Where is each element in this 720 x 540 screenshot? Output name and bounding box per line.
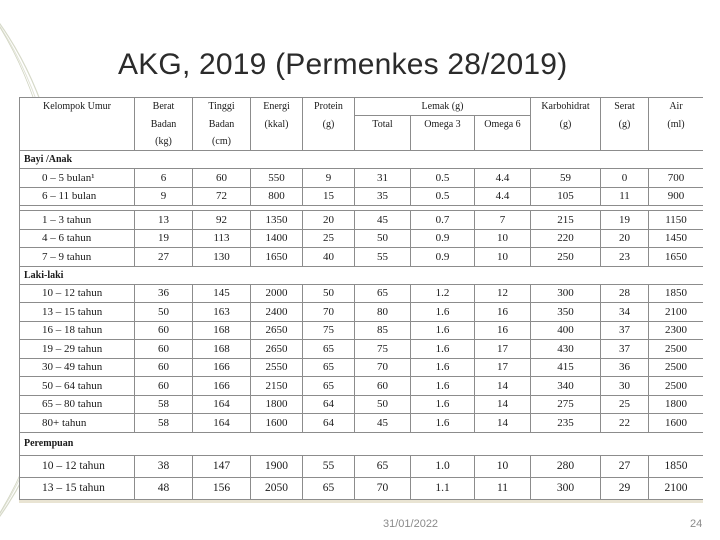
cell-age: 1 – 3 tahun (20, 211, 135, 230)
cell-serat: 34 (601, 303, 649, 322)
cell-air: 2100 (649, 477, 704, 499)
rows-laki (20, 284, 704, 432)
cell-omega3: 1.6 (411, 377, 475, 396)
cell-berat: 27 (135, 248, 193, 267)
cell-omega3: 0.9 (411, 229, 475, 248)
cell-omega3: 1.6 (411, 340, 475, 359)
cell-omega6: 4.4 (475, 169, 531, 188)
cell-omega3: 1.2 (411, 284, 475, 303)
cell-air: 2100 (649, 303, 704, 322)
cell-omega3: 0.5 (411, 169, 475, 188)
cell-protein: 40 (303, 248, 355, 267)
header-air-2: (ml) (649, 116, 704, 134)
cell-omega6: 4.4 (475, 187, 531, 206)
cell-karbo: 275 (531, 395, 601, 414)
cell-omega3: 1.6 (411, 414, 475, 433)
cell-tinggi: 147 (193, 455, 251, 477)
cell-air: 1600 (649, 414, 704, 433)
cell-protein: 64 (303, 395, 355, 414)
cell-omega3: 1.0 (411, 455, 475, 477)
cell-age: 7 – 9 tahun (20, 248, 135, 267)
cell-serat: 36 (601, 358, 649, 377)
cell-karbo: 215 (531, 211, 601, 230)
cell-protein: 65 (303, 340, 355, 359)
cell-karbo: 250 (531, 248, 601, 267)
cell-omega6: 16 (475, 303, 531, 322)
cell-protein: 50 (303, 284, 355, 303)
header-berat-3: (kg) (135, 133, 193, 151)
cell-age: 6 – 11 bulan (20, 187, 135, 206)
cell-energi: 1400 (251, 229, 303, 248)
header-row-1 (20, 98, 704, 116)
table-row (20, 303, 704, 322)
cell-energi: 2000 (251, 284, 303, 303)
cell-air: 900 (649, 187, 704, 206)
cell-serat: 37 (601, 340, 649, 359)
cell-serat: 27 (601, 455, 649, 477)
group-label-bayi: Bayi /Anak (20, 151, 704, 169)
cell-serat: 19 (601, 211, 649, 230)
cell-age: 65 – 80 tahun (20, 395, 135, 414)
cell-age: 19 – 29 tahun (20, 340, 135, 359)
cell-serat: 37 (601, 321, 649, 340)
cell-air: 1650 (649, 248, 704, 267)
cell-berat: 48 (135, 477, 193, 499)
cell-age: 16 – 18 tahun (20, 321, 135, 340)
cell-omega6: 10 (475, 229, 531, 248)
cell-age: 13 – 15 tahun (20, 477, 135, 499)
cell-air: 1150 (649, 211, 704, 230)
cell-omega6: 10 (475, 455, 531, 477)
group-label-laki: Laki-laki (20, 266, 704, 284)
cell-lemak-total: 70 (355, 477, 411, 499)
cell-lemak-total: 45 (355, 414, 411, 433)
cell-tinggi: 130 (193, 248, 251, 267)
cell-protein: 25 (303, 229, 355, 248)
cell-tinggi: 163 (193, 303, 251, 322)
header-row-2 (20, 116, 704, 134)
cell-omega6: 11 (475, 477, 531, 499)
cell-karbo: 105 (531, 187, 601, 206)
cell-protein: 64 (303, 414, 355, 433)
cell-omega3: 0.9 (411, 248, 475, 267)
cell-age: 4 – 6 tahun (20, 229, 135, 248)
cell-berat: 58 (135, 414, 193, 433)
cell-energi: 2150 (251, 377, 303, 396)
cell-energi: 1650 (251, 248, 303, 267)
cell-lemak-total: 35 (355, 187, 411, 206)
table-row (20, 358, 704, 377)
table-row (20, 477, 704, 499)
table-row (20, 169, 704, 188)
header-lemak-omega6: Omega 6 (475, 116, 531, 134)
cell-karbo: 340 (531, 377, 601, 396)
cell-energi: 2650 (251, 340, 303, 359)
cell-age: 0 – 5 bulan¹ (20, 169, 135, 188)
cell-lemak-total: 65 (355, 455, 411, 477)
group-row-bayi (20, 151, 704, 169)
cell-omega6: 16 (475, 321, 531, 340)
cell-tinggi: 164 (193, 395, 251, 414)
cell-protein: 65 (303, 358, 355, 377)
cell-karbo: 235 (531, 414, 601, 433)
cell-energi: 2400 (251, 303, 303, 322)
cell-age: 80+ tahun (20, 414, 135, 433)
header-serat-2: (g) (601, 116, 649, 134)
cell-omega6: 12 (475, 284, 531, 303)
cell-omega6: 17 (475, 358, 531, 377)
header-lemak: Lemak (g) (355, 98, 531, 116)
cell-serat: 0 (601, 169, 649, 188)
akg-table (19, 97, 703, 500)
header-berat-2: Badan (135, 116, 193, 134)
cell-energi: 800 (251, 187, 303, 206)
cell-protein: 9 (303, 169, 355, 188)
cell-tinggi: 164 (193, 414, 251, 433)
cell-berat: 19 (135, 229, 193, 248)
cell-air: 2300 (649, 321, 704, 340)
cell-air: 2500 (649, 358, 704, 377)
cell-berat: 60 (135, 358, 193, 377)
rows-anak (20, 211, 704, 267)
cell-karbo: 350 (531, 303, 601, 322)
cell-karbo: 59 (531, 169, 601, 188)
table-row (20, 414, 704, 433)
cell-omega6: 14 (475, 414, 531, 433)
cell-tinggi: 156 (193, 477, 251, 499)
cell-air: 1800 (649, 395, 704, 414)
cell-tinggi: 92 (193, 211, 251, 230)
cell-berat: 60 (135, 377, 193, 396)
cell-lemak-total: 45 (355, 211, 411, 230)
cell-berat: 9 (135, 187, 193, 206)
cell-serat: 20 (601, 229, 649, 248)
cell-age: 30 – 49 tahun (20, 358, 135, 377)
rows-bayi (20, 169, 704, 206)
table-row (20, 377, 704, 396)
cell-protein: 65 (303, 477, 355, 499)
group-label-perempuan: Perempuan (20, 432, 704, 455)
header-protein-2: (g) (303, 116, 355, 134)
cell-energi: 550 (251, 169, 303, 188)
cell-age: 10 – 12 tahun (20, 284, 135, 303)
table-row (20, 284, 704, 303)
cell-omega3: 1.6 (411, 321, 475, 340)
cell-omega6: 7 (475, 211, 531, 230)
cell-lemak-total: 85 (355, 321, 411, 340)
cell-air: 700 (649, 169, 704, 188)
cell-omega3: 0.5 (411, 187, 475, 206)
cell-lemak-total: 60 (355, 377, 411, 396)
cell-air: 2500 (649, 377, 704, 396)
table-row (20, 187, 704, 206)
cell-berat: 50 (135, 303, 193, 322)
cell-lemak-total: 50 (355, 395, 411, 414)
table-row (20, 321, 704, 340)
slide-title: AKG, 2019 (Permenkes 28/2019) (118, 48, 568, 81)
cell-berat: 60 (135, 340, 193, 359)
cell-energi: 2650 (251, 321, 303, 340)
cell-energi: 2550 (251, 358, 303, 377)
cell-omega3: 0.7 (411, 211, 475, 230)
cell-tinggi: 166 (193, 358, 251, 377)
header-lemak-omega3: Omega 3 (411, 116, 475, 134)
header-tinggi-3: (cm) (193, 133, 251, 151)
table-row (20, 248, 704, 267)
cell-berat: 60 (135, 321, 193, 340)
cell-serat: 25 (601, 395, 649, 414)
cell-karbo: 430 (531, 340, 601, 359)
header-karbo-2: (g) (531, 116, 601, 134)
cell-air: 1850 (649, 455, 704, 477)
rows-perempuan (20, 455, 704, 499)
cell-energi: 1350 (251, 211, 303, 230)
cell-omega6: 10 (475, 248, 531, 267)
cell-berat: 13 (135, 211, 193, 230)
cell-energi: 2050 (251, 477, 303, 499)
cell-tinggi: 168 (193, 321, 251, 340)
cell-omega3: 1.1 (411, 477, 475, 499)
cell-tinggi: 72 (193, 187, 251, 206)
header-tinggi-2: Badan (193, 116, 251, 134)
cell-lemak-total: 50 (355, 229, 411, 248)
header-lemak-total: Total (355, 116, 411, 134)
group-row-laki (20, 266, 704, 284)
cell-tinggi: 113 (193, 229, 251, 248)
table-row (20, 340, 704, 359)
cell-serat: 28 (601, 284, 649, 303)
table-row (20, 455, 704, 477)
header-berat-1: Berat (135, 98, 193, 116)
footer-page-number: 24 (690, 518, 703, 530)
cell-energi: 1600 (251, 414, 303, 433)
cell-karbo: 220 (531, 229, 601, 248)
cell-tinggi: 60 (193, 169, 251, 188)
cell-berat: 58 (135, 395, 193, 414)
cell-protein: 75 (303, 321, 355, 340)
cell-karbo: 400 (531, 321, 601, 340)
cell-protein: 20 (303, 211, 355, 230)
cell-tinggi: 145 (193, 284, 251, 303)
cell-omega6: 14 (475, 395, 531, 414)
cell-age: 10 – 12 tahun (20, 455, 135, 477)
group-row-perempuan (20, 432, 704, 455)
akg-table-container (19, 97, 703, 503)
cell-omega3: 1.6 (411, 303, 475, 322)
header-energi-2: (kkal) (251, 116, 303, 134)
cell-berat: 36 (135, 284, 193, 303)
cell-omega3: 1.6 (411, 395, 475, 414)
cell-omega3: 1.6 (411, 358, 475, 377)
cell-omega6: 14 (475, 377, 531, 396)
cell-lemak-total: 65 (355, 284, 411, 303)
header-protein-1: Protein (303, 98, 355, 116)
cell-protein: 55 (303, 455, 355, 477)
cell-serat: 11 (601, 187, 649, 206)
header-energi-1: Energi (251, 98, 303, 116)
cell-energi: 1900 (251, 455, 303, 477)
cell-lemak-total: 75 (355, 340, 411, 359)
cell-berat: 6 (135, 169, 193, 188)
footer-date: 31/01/2022 (383, 518, 439, 530)
cell-karbo: 300 (531, 284, 601, 303)
cell-omega6: 17 (475, 340, 531, 359)
header-air-1: Air (649, 98, 704, 116)
cell-serat: 22 (601, 414, 649, 433)
cell-tinggi: 168 (193, 340, 251, 359)
cell-age: 13 – 15 tahun (20, 303, 135, 322)
cell-serat: 30 (601, 377, 649, 396)
cell-karbo: 300 (531, 477, 601, 499)
header-karbo-1: Karbohidrat (531, 98, 601, 116)
cell-air: 1450 (649, 229, 704, 248)
header-row-3 (20, 133, 704, 151)
cell-protein: 15 (303, 187, 355, 206)
cell-protein: 65 (303, 377, 355, 396)
cell-serat: 29 (601, 477, 649, 499)
cell-age: 50 – 64 tahun (20, 377, 135, 396)
cell-tinggi: 166 (193, 377, 251, 396)
cell-lemak-total: 80 (355, 303, 411, 322)
cell-air: 1850 (649, 284, 704, 303)
cell-serat: 23 (601, 248, 649, 267)
cell-lemak-total: 31 (355, 169, 411, 188)
cell-karbo: 280 (531, 455, 601, 477)
table-row (20, 229, 704, 248)
header-kelompok-umur: Kelompok Umur (20, 98, 135, 116)
cell-lemak-total: 70 (355, 358, 411, 377)
header-tinggi-1: Tinggi (193, 98, 251, 116)
table-row (20, 395, 704, 414)
cell-air: 2500 (649, 340, 704, 359)
cell-energi: 1800 (251, 395, 303, 414)
cell-karbo: 415 (531, 358, 601, 377)
cell-lemak-total: 55 (355, 248, 411, 267)
table-row (20, 211, 704, 230)
header-serat-1: Serat (601, 98, 649, 116)
cell-berat: 38 (135, 455, 193, 477)
cell-protein: 70 (303, 303, 355, 322)
